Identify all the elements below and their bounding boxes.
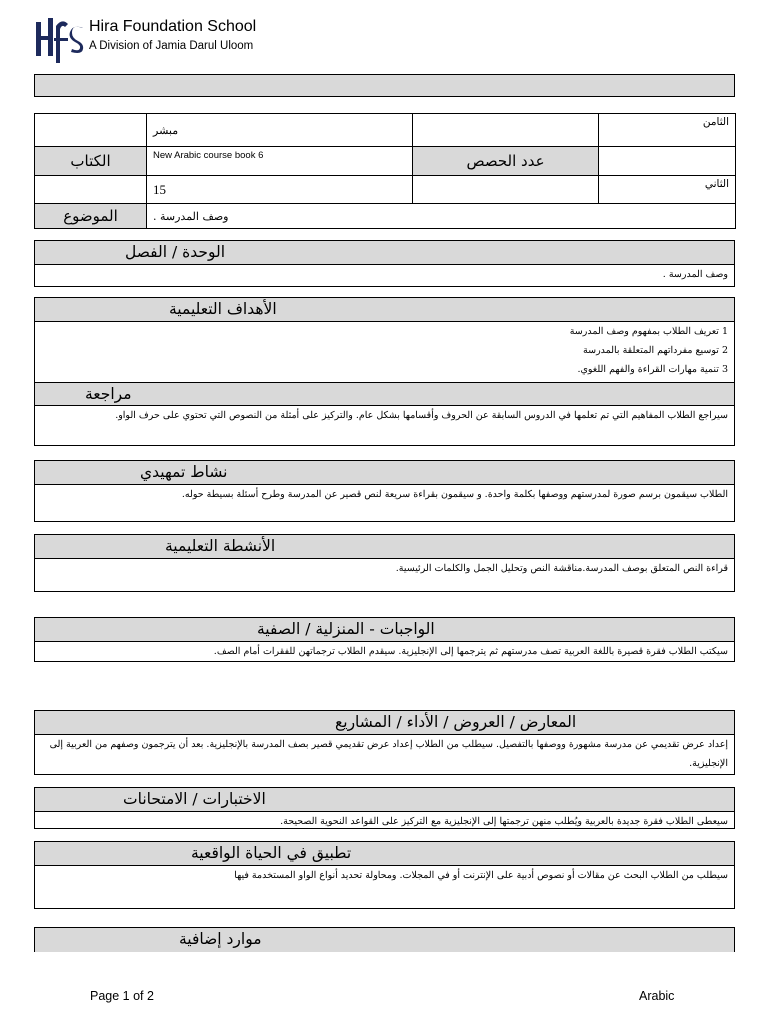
- body-line: سيراجع الطلاب المفاهيم التي تم تعلمها في الدروس السابقة عن الحروف وأقسامها بشكل عام. والتركيز على أمثلة من النصوص التي تحتوي على حرف الواو.: [115, 410, 728, 421]
- section-header: [35, 535, 734, 559]
- section-body: [35, 265, 734, 284]
- body-line: سيطلب من الطلاب البحث عن مقالات أو نصوص أدبية على الإنترنت أو في المجلات. ومحاولة تحديد أنواع الواو المستخدمة فيها: [234, 870, 728, 881]
- body-line: الطلاب سيقمون برسم صورة لمدرستهم ووصفها بكلمة واحدة. و سيقمون بقراءة سريعة لنص قصير عن المدرسة وطرح أسئلة بسيطة حوله.: [181, 489, 728, 500]
- body-line: سيكتب الطلاب فقرة قصيرة باللغة العربية تصف مدرستهم ثم يترجمها إلى الإنجليزية. سيقدم الطلاب ترجماتهن للفقرات أمام الصف.: [213, 646, 728, 657]
- info-label-empty: [413, 114, 599, 147]
- section-header: [35, 842, 734, 866]
- section-warmup: [34, 460, 735, 522]
- section-body: [35, 866, 734, 885]
- lesson-info-table: [34, 113, 736, 229]
- section-tests: [34, 787, 735, 829]
- section-title: الاختبارات / الامتحانات: [123, 790, 266, 808]
- section-header: [35, 298, 734, 322]
- school-division: A Division of Jamia Darul Uloom: [89, 40, 254, 52]
- section-resources: [34, 927, 735, 952]
- book-value: New Arabic course book 6: [147, 147, 413, 176]
- objective-item: 1 تعريف الطلاب بمفهوم وصف المدرسة: [569, 326, 728, 337]
- section-header-review: [35, 382, 734, 406]
- subject-label: Arabic: [639, 989, 675, 1003]
- section-header: [35, 461, 734, 485]
- body-line: الإنجليزية.: [689, 758, 728, 769]
- section-exhibits: [34, 710, 735, 775]
- grade-value: الثامن: [599, 114, 736, 147]
- topic-label: الموضوع: [35, 204, 147, 229]
- page-number: Page 1 of 2: [90, 989, 154, 1003]
- lesson-number: 15: [147, 176, 413, 204]
- book-label: الكتاب: [35, 147, 147, 176]
- info-row: [35, 114, 736, 147]
- section-homework: [34, 617, 735, 662]
- periods-label: عدد الحصص: [413, 147, 599, 176]
- info-cell-empty: [413, 176, 599, 204]
- body-line: قراءة النص المتعلق بوصف المدرسة.مناقشة النص وتحليل الجمل والكلمات الرئيسية.: [395, 563, 728, 574]
- teacher-name: مبشر: [147, 114, 413, 147]
- info-row: [35, 176, 736, 204]
- section-body: [35, 559, 734, 578]
- section-title: الأنشطة التعليمية: [165, 537, 276, 555]
- school-name: Hira Foundation School: [89, 18, 257, 35]
- section-title: مراجعة: [85, 385, 132, 403]
- section-unit: [34, 240, 735, 287]
- section-header: [35, 618, 734, 642]
- section-title: المعارض / العروض / الأداء / المشاريع: [335, 713, 577, 731]
- section-title: تطبيق في الحياة الواقعية: [191, 844, 352, 862]
- body-line: إعداد عرض تقديمي عن مدرسة مشهورة ووصفها بالتفصيل. سيطلب من الطلاب إعداد عرض تقديمي قصير بصف المدرسة بالإنجليزية. بعد أن يترجمون وصفهم من العربية إلى: [49, 739, 728, 750]
- section-body: [35, 735, 734, 773]
- info-label-empty: [35, 114, 147, 147]
- body-line: سيعطى الطلاب فقرة جديدة بالعربية ويُطلب منهن ترجمتها إلى الإنجليزية مع التركيز على القواعد النحوية الصحيحة.: [280, 816, 728, 827]
- section-activities: [34, 534, 735, 592]
- info-row: [35, 204, 736, 229]
- section-body: [35, 406, 734, 425]
- section-real-life: [34, 841, 735, 909]
- section-title: الواجبات - المنزلية / الصفية: [257, 620, 435, 638]
- section-body: [35, 485, 734, 504]
- section-objectives: [34, 297, 735, 446]
- section-body: [35, 642, 734, 661]
- school-logo: [34, 16, 84, 72]
- header-gray-bar: [34, 74, 735, 97]
- section-title: الأهداف التعليمية: [169, 300, 277, 318]
- objective-item: 2 توسيع مفرداتهم المتعلقة بالمدرسة: [583, 345, 728, 356]
- info-row: [35, 147, 736, 176]
- topic-value: [147, 204, 736, 229]
- section-title: الوحدة / الفصل: [125, 243, 226, 261]
- section-header: [35, 241, 734, 265]
- section-header: [35, 928, 734, 952]
- section-title: نشاط تمهيدي: [140, 463, 228, 481]
- section-header: [35, 788, 734, 812]
- info-label-empty: [35, 176, 147, 204]
- body-line: وصف المدرسة .: [662, 269, 728, 280]
- section-title: موارد إضافية: [179, 930, 262, 948]
- section-body: [35, 322, 734, 382]
- section-header: [35, 711, 734, 735]
- term-value: الثاني: [599, 176, 736, 204]
- section-body: [35, 812, 734, 831]
- topic-text: وصف المدرسة .: [153, 209, 229, 223]
- objective-item: 3 تنمية مهارات القراءة والفهم اللغوي.: [577, 364, 728, 375]
- periods-value: [599, 147, 736, 176]
